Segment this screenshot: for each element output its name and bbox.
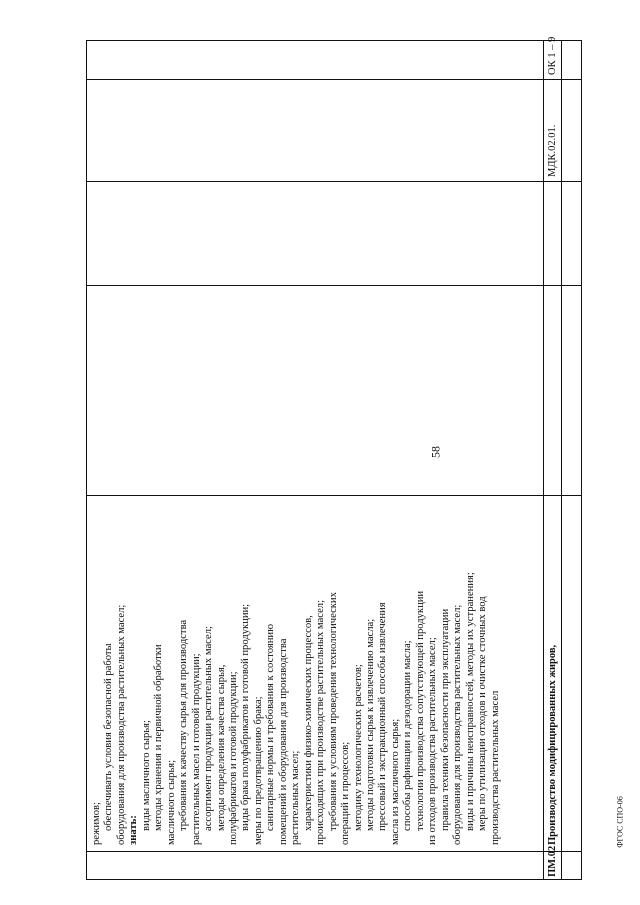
content-line: знать:: [128, 815, 140, 845]
cell-module-code: [544, 845, 561, 879]
module-title: Производство модифицированных жиров,: [547, 644, 558, 845]
cell-hours-empty: [87, 285, 543, 495]
footer-label: ФГОС СПО-06: [615, 796, 625, 848]
content-line: технологии производства сопутствующей продукции: [414, 590, 426, 831]
cell-hours-empty-2: [87, 181, 543, 285]
content-line: помещений и оборудования для производства: [277, 638, 289, 845]
content-line: обеспечивать условия безопасной работы: [103, 643, 115, 831]
cell-next-5: [562, 79, 581, 181]
content-line: методы хранения и первичной обработки: [153, 644, 165, 831]
content-line: оборудования для производства растительных масел;: [452, 604, 464, 845]
content-line: меры по предотвращению брака;: [252, 696, 264, 845]
cell-competencies-empty: [87, 39, 543, 79]
content-line: растительных масел;: [290, 750, 302, 845]
cell-discipline-code: [544, 79, 561, 181]
cell-next-6: [562, 39, 581, 79]
cell-index-empty: [87, 851, 543, 879]
content-line: операций и процессов;: [340, 741, 352, 845]
cell-next-1: [562, 851, 581, 879]
cell-module-title: [544, 495, 561, 851]
table-row-next: [562, 41, 581, 879]
cell-next-4: [562, 181, 581, 285]
content-line: виды и причины неисправностей, методы их устранения;: [464, 572, 476, 831]
competencies: ОК 1 – 9: [547, 36, 558, 75]
cell-module-empty-2: [544, 181, 561, 285]
content-line: методы определения качества сырья,: [215, 664, 227, 831]
cell-next-3: [562, 285, 581, 495]
cell-next-2: [562, 495, 581, 851]
content-line: ассортимент продукции растительных масел;: [203, 626, 215, 831]
curriculum-table: [86, 36, 582, 880]
cell-knowledge-content: [87, 495, 543, 851]
content-line: требования к условиям проведения технологических: [327, 592, 339, 831]
content-line: оборудования для производства растительных масел;: [115, 604, 127, 845]
content-line: требования к качеству сырья для производства: [178, 619, 190, 831]
content-line: растительных масел и готовой продукции;: [190, 653, 202, 845]
discipline-code: МДК.02.01.: [547, 124, 558, 177]
page-number: 58: [428, 446, 443, 458]
content-line: санитарные нормы и требования к состоянию: [265, 624, 277, 831]
knowledge-list: [87, 496, 502, 851]
content-line: полуфабрикатов и готовой продукции;: [227, 671, 239, 845]
cell-module-empty: [544, 285, 561, 495]
content-line: способы рафинации и дезодорации масла;: [402, 640, 414, 831]
cell-competencies: [544, 36, 561, 79]
content-line: меры по утилизации отходов и очистке сточных вод: [477, 596, 489, 831]
content-line: методы подготовки сырья к извлечению масла;: [364, 618, 376, 831]
content-line: из отходов производства растительных масел;: [427, 637, 439, 845]
content-line: масличного сырья;: [165, 759, 177, 845]
content-line: виды брака полуфабрикатов и готовой продукции;: [240, 603, 252, 831]
cell-discipline-empty: [87, 79, 543, 181]
content-line: правила техники безопасности при эксплуатации: [439, 608, 451, 831]
table-row-module: [544, 36, 562, 879]
content-line: методику технологических расчетов;: [352, 664, 364, 831]
content-line: виды масличного сырья;: [140, 720, 152, 831]
content-line: происходящих при производстве растительных масел;: [315, 599, 327, 845]
content-line: масла из масличного сырья;: [389, 718, 401, 845]
table-row-content: [87, 41, 544, 879]
content-line: прессовый и экстракционный способы извлечения: [377, 602, 389, 831]
content-line: режимов;: [91, 802, 102, 845]
module-code: ПМ.02: [547, 845, 558, 877]
content-line: производства растительных масел: [489, 690, 501, 845]
content-line: характеристики физико-химических процессов,: [302, 615, 314, 831]
